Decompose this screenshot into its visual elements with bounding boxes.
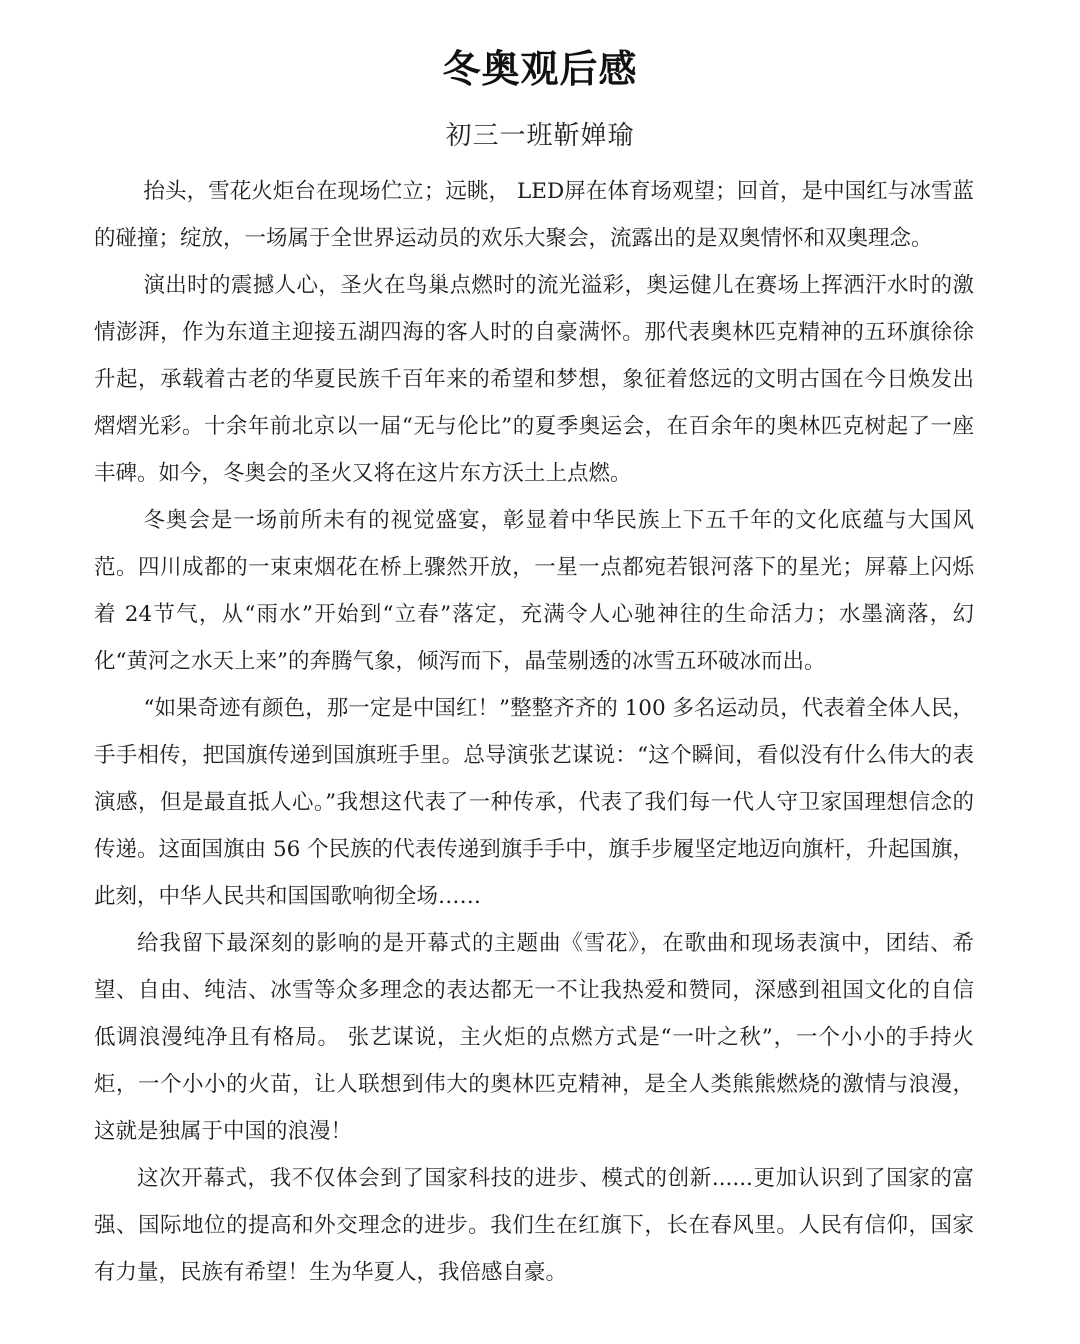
paragraph-1: 抬头，雪花火炬台在现场伫立；远眺， LED屏在体育场观望；回首，是中国红与冰雪蓝的碰撞；绽放，一场属于全世界运动员的欢乐大聚会，流露出的是双奥情怀和双奥理念。 xyxy=(94,179,974,251)
paragraph-3: 冬奥会是一场前所未有的视觉盛宴，彰显着中华民族上下五千年的文化底蕴与大国风范。四川成都的一束束烟花在桥上骤然开放，一星一点都宛若银河落下的星光；屏幕上闪烁着 24节气，从“雨水”开始到“立春”落定，充满令人心驰神往的生命活力；水墨滴落，幻化“黄河之水天上来”的奔腾气象，倾泻而下，晶莹剔透的冰雪五环破冰而出。 xyxy=(94,508,974,674)
paragraph-6: 这次开幕式，我不仅体会到了国家科技的进步、模式的创新......更加认识到了国家的富强、国际地位的提高和外交理念的进步。我们生在红旗下，长在春风里。人民有信仰，国家有力量，民族有希望！生为华夏人，我倍感自豪。 xyxy=(94,1166,974,1285)
essay-title: 冬奥观后感 xyxy=(442,47,638,91)
essay-author: 初三一班靳婵瑜 xyxy=(445,121,635,151)
paragraph-2: 演出时的震撼人心，圣火在鸟巢点燃时的流光溢彩，奥运健儿在赛场上挥洒汗水时的激情澎湃，作为东道主迎接五湖四海的客人时的自豪满怀。那代表奥林匹克精神的五环旗徐徐升起，承载着古老的华夏民族千百年来的希望和梦想，象征着悠远的文明古国在今日焕发出熠熠光彩。十余年前北京以一届“无与伦比”的夏季奥运会，在百余年的奥林匹克树起了一座丰碑。如今，冬奥会的圣火又将在这片东方沃土上点燃。 xyxy=(94,273,974,486)
paragraph-4: “如果奇迹有颜色，那一定是中国红！”整整齐齐的 100 多名运动员，代表着全体人民，手手相传，把国旗传递到国旗班手里。总导演张艺谋说：“这个瞬间，看似没有什么伟大的表演感，但是最直抵人心。”我想这代表了一种传承，代表了我们每一代人守卫家国理想信念的传递。这面国旗由 56 个民族的代表传递到旗手手中，旗手步履坚定地迈向旗杆，升起国旗，此刻，中华人民共和国国歌响彻全场…… xyxy=(94,696,974,909)
essay-body xyxy=(94,168,974,1296)
paragraph-5: 给我留下最深刻的影响的是开幕式的主题曲《雪花》，在歌曲和现场表演中，团结、希望、自由、纯洁、冰雪等众多理念的表达都无一不让我热爱和赞同，深感到祖国文化的自信低调浪漫纯净且有格局。 张艺谋说，主火炬的点燃方式是“一叶之秋”，一个小小的手持火炬，一个小小的火苗，让人联想到伟大的奥林匹克精神，是全人类熊熊燃烧的激情与浪漫，这就是独属于中国的浪漫！ xyxy=(94,931,974,1144)
